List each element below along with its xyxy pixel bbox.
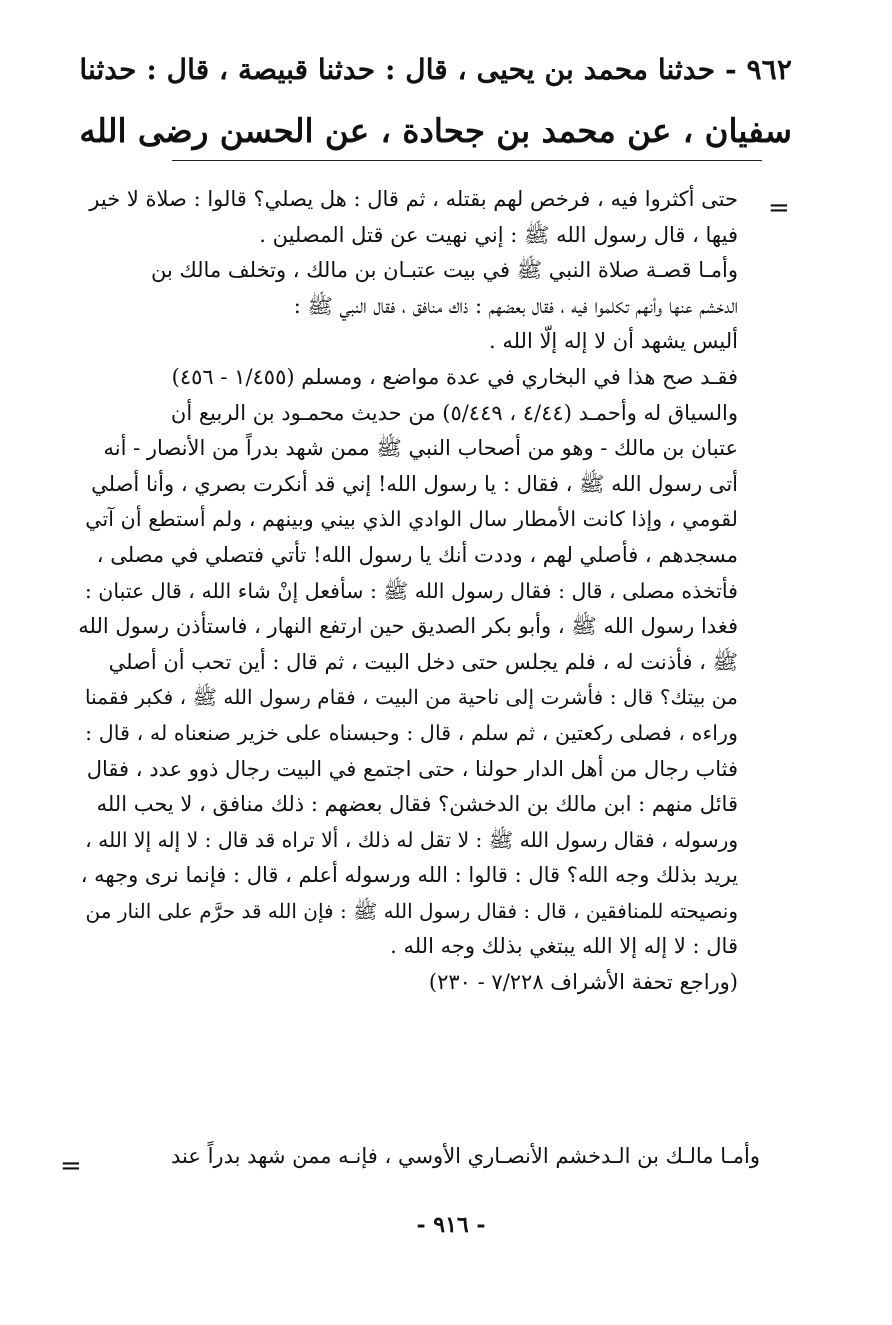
footnote-line: وراءه ، فصلى ركعتين ، ثم سلم ، قال : وحبسناه على خزير صنعناه له ، قال : (85, 720, 738, 745)
footnote-line: أتى رسول الله ﷺ ، فقال : يا رسول الله! إني قد أنكرت بصري ، وأنا أصلي (91, 471, 738, 496)
footnote-line: ورسوله ، فقال رسول الله ﷺ : لا تقل له ذلك ، ألا تراه قد قال : لا إله إلا الله ، (85, 827, 738, 852)
footnote-line: لقومي ، وإذا كانت الأمطار سال الوادي الذي بيني وبينهم ، ولم أستطع أن آتي (85, 507, 738, 532)
footnote-line: فغدا رسول الله ﷺ ، وأبو بكر الصديق حين ارتفع النهار ، فاستأذن رسول الله (78, 614, 738, 639)
page-number: - ٩١٦ - (416, 1212, 486, 1238)
footnote-line: قال : لا إله إلا الله يبتغي بذلك وجه الله . (390, 934, 738, 959)
footnote-line: عتبان بن مالك - وهو من أصحاب النبي ﷺ ممن شهد بدراً من الأنصار - أنه (103, 436, 738, 461)
footnote-line: يريد بذلك وجه الله؟ قال : قالوا : الله ورسوله أعلم ، قال : فإنما نرى وجهه ، (80, 863, 738, 888)
footnote-line: فأتخذه مصلى ، قال : فقال رسول الله ﷺ : سأفعل إنْ شاء الله ، قال عتبان : (84, 578, 738, 603)
footnote-line: والسياق له وأحمـد (٤/٤٤ ، ٥/٤٤٩) من حديث محمـود بن الربيع أن (170, 400, 738, 425)
footnote-last-line: وأمـا مالـك بن الـدخشم الأنصـاري الأوسي ، فإنـه ممن شهد بدراً عند (171, 1144, 760, 1168)
hadith-heading (72, 38, 792, 162)
footnote-line: قائل منهم : ابن مالك بن الدخشن؟ فقال بعضهم : ذلك منافق ، لا يحب الله (96, 792, 738, 817)
separator-rule (172, 160, 762, 161)
continuation-end-mark: = (60, 1151, 82, 1181)
footnote-line: وأمـا قصـة صلاة النبي ﷺ في بيت عتبـان بن مالك ، وتخلف مالك بن (150, 258, 738, 283)
hadith-line-2: سفيان ، عن محمد بن جحادة ، عن الحسن رضى الله (79, 111, 792, 150)
footnote-line: ﷺ ، فأذنت له ، فلم يجلس حتى دخل البيت ، ثم قال : أين تحب أن أصلي (108, 649, 738, 674)
footnote-line: الدخشم عنها وأنهم تكلموا فيه ، فقال بعضهم : ذاك منافق ، فقال النبي ﷺ : (293, 293, 738, 318)
continuation-mark: = (768, 193, 790, 223)
footnote-line: مسجدهم ، فأصلي لهم ، وددت أنك يا رسول الله! تأتي فتصلي في مصلى ، (96, 542, 738, 567)
footnote-line: حتى أكثروا فيه ، فرخص لهم بقتله ، ثم قال : هل يصلي؟ قالوا : صلاة لا خير (89, 187, 738, 211)
reference-line: (وراجع تحفة الأشراف ٧/٢٢٨ - ٢٣٠) (428, 970, 738, 995)
footnote-line: فيها ، قال رسول الله ﷺ : إني نهيت عن قتل المصلين . (259, 222, 738, 247)
footnote-line: أليس يشهد أن لا إله إلّا الله . (488, 329, 738, 354)
footnote-line: ونصيحته للمنافقين ، قال : فقال رسول الله ﷺ : فإن الله قد حرَّم على النار من (85, 898, 738, 923)
footnote-line: فقـد صح هذا في البخاري في عدة مواضع ، ومسلم (١/٤٥٥ - ٤٥٦) (171, 364, 738, 389)
hadith-line-1: ٩٦٢ - حدثنا محمد بن يحيى ، قال : حدثنا قبيصة ، قال : حدثنا (79, 52, 792, 86)
footnote-line: من بيتك؟ قال : فأشرت إلى ناحية من البيت ، فقام رسول الله ﷺ ، فكبر فقمنا (85, 685, 738, 710)
footnote-line: فثاب رجال من أهل الدار حولنا ، حتى اجتمع في البيت رجال ذوو عدد ، فقال (86, 756, 738, 781)
footnote-body (78, 182, 738, 1001)
